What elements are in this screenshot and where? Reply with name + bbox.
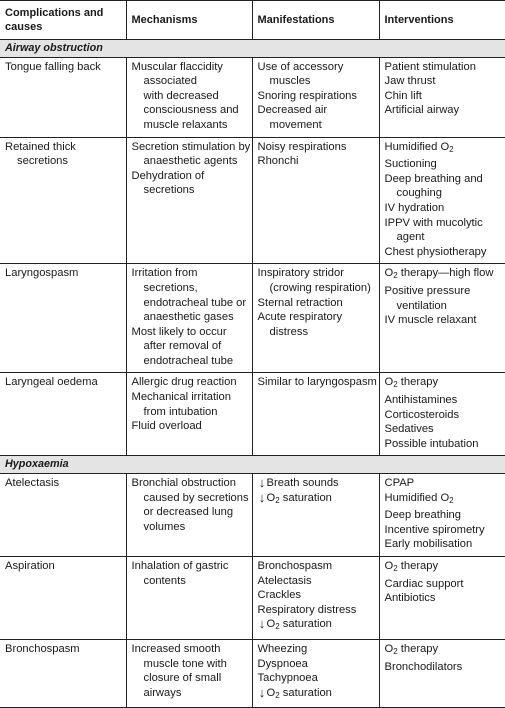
cell-line: muscle relaxants xyxy=(143,118,228,131)
complication-cell xyxy=(0,137,126,264)
cell-line: Humidified $O_2$ xyxy=(384,140,454,154)
cell-line: Noisy respirations xyxy=(257,140,347,153)
subscript: 2 xyxy=(393,564,398,573)
cell-line: from intubation xyxy=(143,405,218,418)
cell-line: Suctioning xyxy=(384,158,437,171)
cell-line: Chest physiotherapy xyxy=(384,245,487,258)
cell-line: anaesthetic agents xyxy=(143,155,238,168)
interventions-cell xyxy=(379,57,505,137)
cell-line: muscle tone with xyxy=(143,657,227,670)
subscript: 2 xyxy=(393,646,398,656)
cell-line: secretions xyxy=(143,184,195,197)
cell-line: Bronchospasm xyxy=(5,642,80,655)
cell-line: $↓O_2$ saturation xyxy=(258,684,332,700)
cell-line: Increased smooth xyxy=(131,642,221,655)
mechanisms-cell xyxy=(126,57,252,137)
cell-line: secretions, xyxy=(143,281,198,294)
subscript: 2 xyxy=(275,690,280,700)
cell-line: coughing xyxy=(396,187,442,200)
table-row xyxy=(0,557,505,640)
cell-line: (crowing respiration) xyxy=(269,281,371,294)
table-header xyxy=(0,1,505,40)
down-arrow-icon: ↓ xyxy=(258,616,266,632)
down-arrow-icon: ↓ xyxy=(258,475,266,491)
cell-line: closure of small xyxy=(143,672,222,685)
section-header-row xyxy=(0,40,505,58)
header-interventions: Interventions xyxy=(379,1,505,40)
cell-line: or decreased lung xyxy=(143,506,234,519)
cell-line: Sternal retraction xyxy=(257,296,343,309)
manifestations-cell xyxy=(252,373,379,456)
cell-line: CPAP xyxy=(384,477,415,490)
cell-line: Decreased air xyxy=(257,104,328,117)
cell-line: IPPV with mucolytic xyxy=(384,216,483,229)
cell-line: Muscular flaccidity xyxy=(131,60,223,73)
cell-line: Most likely to occur xyxy=(131,325,227,338)
cell-line: airways xyxy=(143,686,182,699)
section-header-row xyxy=(0,456,505,474)
header-manifestations: Manifestations xyxy=(252,1,379,40)
table-row xyxy=(0,264,505,373)
cell-line: Secretion stimulation by xyxy=(131,140,251,153)
complication-cell xyxy=(0,474,126,557)
cell-line: Mechanical irritation xyxy=(131,391,231,404)
cell-line: Early mobilisation xyxy=(384,538,473,551)
subscript: 2 xyxy=(275,495,280,505)
subscript: 2 xyxy=(449,144,454,154)
cell-line: Bronchial obstruction xyxy=(131,477,236,490)
complication-cell xyxy=(0,557,126,640)
cell-line: Incentive spirometry xyxy=(384,523,485,536)
cell-line: Crackles xyxy=(257,589,302,602)
manifestations-cell xyxy=(252,639,379,707)
cell-line: Positive pressure xyxy=(384,284,471,297)
complication-cell xyxy=(0,373,126,456)
cell-line: anaesthetic gases xyxy=(143,311,234,324)
cell-line: Atelectasis xyxy=(257,574,312,587)
cell-line: Corticosteroids xyxy=(384,408,460,421)
header-mechanisms: Mechanisms xyxy=(126,1,252,40)
cell-line: Deep breathing xyxy=(384,509,462,522)
cell-line: Fluid overload xyxy=(131,420,202,433)
cell-line: Bronchodilators xyxy=(384,660,463,673)
cell-line: endotracheal tube xyxy=(143,354,234,367)
cell-line: IV muscle relaxant xyxy=(384,314,477,327)
manifestations-cell xyxy=(252,264,379,373)
cell-line: Laryngeal oedema xyxy=(5,376,98,389)
mechanisms-cell xyxy=(126,557,252,640)
interventions-cell xyxy=(379,474,505,557)
cell-line: $O_2$ therapy—high flow xyxy=(384,267,494,281)
cell-line: $O_2$ therapy xyxy=(384,560,439,573)
mechanisms-cell xyxy=(126,137,252,264)
cell-line: ventilation xyxy=(396,299,447,312)
cell-line: Irritation from xyxy=(131,267,198,280)
interventions-cell xyxy=(379,373,505,456)
mechanisms-cell xyxy=(126,639,252,707)
cell-line: Acute respiratory xyxy=(257,311,343,324)
interventions-cell xyxy=(379,137,505,264)
table-row xyxy=(0,57,505,137)
header-complications: Complications and causes xyxy=(0,1,126,40)
cell-line: Cardiac support xyxy=(384,577,464,590)
cell-line: endotracheal tube or xyxy=(143,296,247,309)
cell-line: secretions xyxy=(17,155,68,168)
cell-line: Laryngospasm xyxy=(5,267,79,280)
cell-line: Allergic drug reaction xyxy=(131,376,237,389)
cell-line: Possible intubation xyxy=(384,437,479,450)
table-body xyxy=(0,40,505,708)
cell-line: Deep breathing and xyxy=(384,172,483,185)
manifestations-cell xyxy=(252,137,379,264)
cell-line: Chin lift xyxy=(384,89,422,102)
cell-line: Patient stimulation xyxy=(384,60,476,73)
subscript: 2 xyxy=(393,271,398,281)
cell-line: Snoring respirations xyxy=(257,89,357,102)
table-row xyxy=(0,474,505,557)
cell-line: Aspiration xyxy=(5,560,55,572)
subscript: 2 xyxy=(393,380,398,390)
manifestations-cell xyxy=(252,57,379,137)
table-row xyxy=(0,373,505,456)
subscript: 2 xyxy=(449,495,454,505)
mechanisms-cell xyxy=(126,373,252,456)
cell-line: agent xyxy=(396,231,425,244)
complication-cell xyxy=(0,57,126,137)
section-title: Airway obstruction xyxy=(0,40,505,58)
cell-line: Wheezing xyxy=(257,642,308,655)
cell-line: Jaw thrust xyxy=(384,75,436,88)
cell-line: Inspiratory stridor xyxy=(257,267,344,280)
cell-line: Antihistamines xyxy=(384,394,458,407)
cell-line: $↓O_2$ saturation xyxy=(258,616,332,632)
mechanisms-cell xyxy=(126,264,252,373)
cell-line: $O_2$ therapy xyxy=(384,642,439,656)
cell-line: Tachypnoea xyxy=(257,672,318,685)
cell-line: IV hydration xyxy=(384,201,445,214)
cell-line: Humidified $O_2$ xyxy=(384,491,454,505)
manifestations-cell xyxy=(252,557,379,640)
cell-line: volumes xyxy=(143,520,186,533)
cell-line: caused by secretions xyxy=(143,491,249,504)
subscript: 2 xyxy=(275,622,280,632)
cell-line: Dehydration of xyxy=(131,169,205,182)
section-title: Hypoxaemia xyxy=(0,456,505,474)
down-arrow-icon: ↓ xyxy=(258,489,266,505)
interventions-cell xyxy=(379,639,505,707)
cell-line: Inhalation of gastric xyxy=(131,560,229,572)
mechanisms-cell xyxy=(126,474,252,557)
cell-line: ↓Breath sounds xyxy=(258,475,339,491)
cell-line: with decreased xyxy=(143,89,219,102)
cell-line: Artificial airway xyxy=(384,104,460,117)
cell-line: associated xyxy=(143,75,197,88)
cell-line: distress xyxy=(269,325,309,338)
complication-cell xyxy=(0,639,126,707)
cell-line: $↓O_2$ saturation xyxy=(258,489,332,505)
table-row xyxy=(0,137,505,264)
interventions-cell xyxy=(379,557,505,640)
cell-line: Use of accessory xyxy=(257,60,344,73)
cell-line: Sedatives xyxy=(384,423,434,436)
header-row xyxy=(0,1,505,40)
cell-line: Antibiotics xyxy=(384,592,436,605)
cell-line: $O_2$ therapy xyxy=(384,376,439,390)
cell-line: Dyspnoea xyxy=(257,657,308,670)
cell-line: Respiratory distress xyxy=(257,603,357,616)
cell-line: Similar to laryngospasm xyxy=(257,376,377,389)
down-arrow-icon: ↓ xyxy=(258,684,266,700)
interventions-cell xyxy=(379,264,505,373)
cell-line: movement xyxy=(269,118,322,131)
complication-cell xyxy=(0,264,126,373)
cell-line: Rhonchi xyxy=(257,155,299,168)
manifestations-cell xyxy=(252,474,379,557)
cell-line: Atelectasis xyxy=(5,477,60,490)
cell-line: consciousness and xyxy=(143,104,239,117)
cell-line: Retained thick xyxy=(5,140,76,153)
cell-line: after removal of xyxy=(143,340,222,353)
table-row xyxy=(0,639,505,707)
cell-line: muscles xyxy=(269,75,311,88)
cell-line: Tongue falling back xyxy=(5,60,101,73)
cell-line: Bronchospasm xyxy=(257,560,333,572)
cell-line: contents xyxy=(143,574,186,587)
